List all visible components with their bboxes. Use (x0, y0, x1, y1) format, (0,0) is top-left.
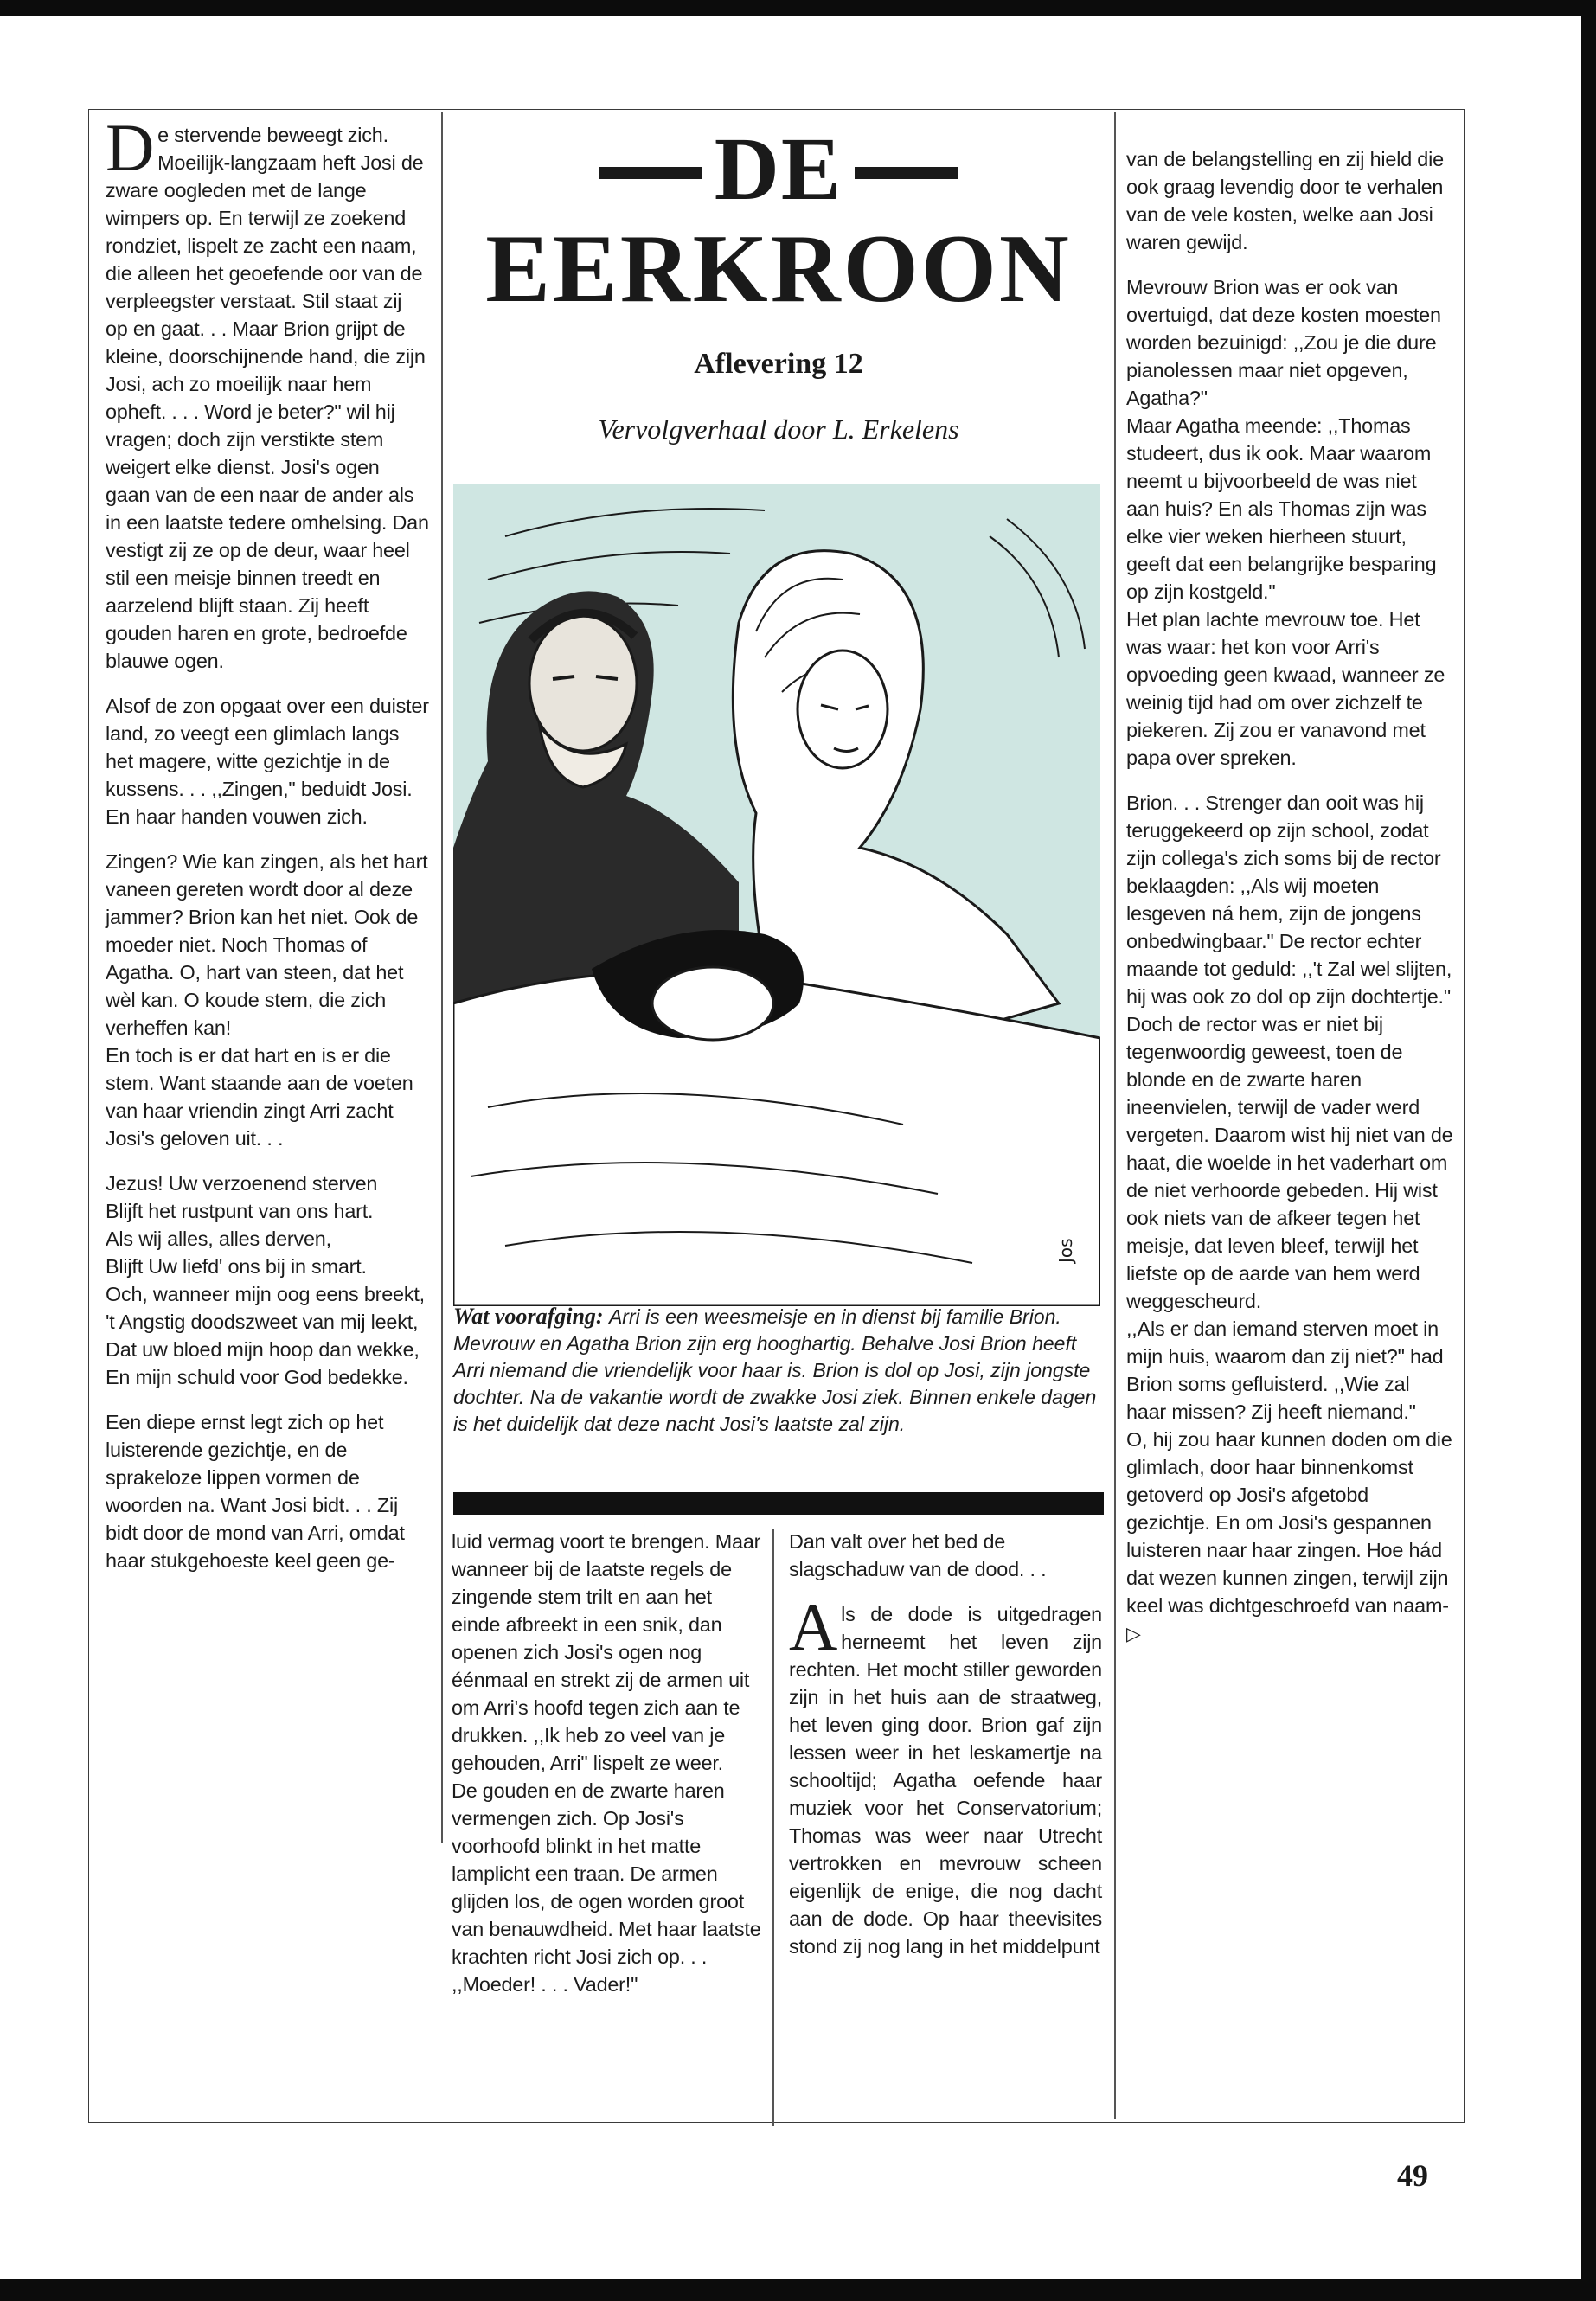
column-divider-right (1114, 112, 1116, 2119)
col1-paragraph: e stervende beweegt zich. Moeilijk-langzaam heft Josi de zware oogleden met de lange wimpers op. En terwijl ze zoekend rondziet, lispelt ze zacht een naam, die alleen het geoefende oor van de verpleegster verstaat. Stil staat zij op en gaat. . . Maar Brion grijpt de kleine, doorschijnende hand, die zijn Josi, ach zo moeilijk naar hem opheft. . . . Word je beter?" wil hij vragen; doch zijn verstikte stem weigert elke dienst. Josi's ogen gaan van de een naar de ander als in een laatste tedere omhelsing. Dan vestigt zij ze op de deur, waar heel stil een meisje binnen treedt en aarzelend blijft staan. Zij heeft gouden haren en grote, bedroefde blauwe ogen. (106, 124, 429, 672)
column-divider-center (772, 1529, 774, 2126)
illustration-signature: Jos (1055, 1238, 1076, 1263)
continued-arrow-icon: ▷ (1126, 1623, 1141, 1644)
col1-paragraph: Een diepe ernst legt zich op het luisterende gezichtje, en de sprakeloze lippen vormen de woorden na. Want Josi bidt. . . Zij bidt door de mond van Arri, omdat haar stukgehoeste keel geen ge- (106, 1411, 405, 1572)
synopsis-text: Arri is een weesmeisje en in dienst bij familie Brion. Mevrouw en Agatha Brion zijn erg hooghartig. Behalve Josi Brion heeft Arri niemand die vriendelijk voor haar is. Brion is dol op Josi, zijn jongste dochter. Na de vakantie wordt de zwakke Josi ziek. Binnen enkele dagen is het duidelijk dat deze nacht Josi's laatste zal zijn. (453, 1305, 1097, 1435)
col3-paragraph: Dan valt over het bed de slagschaduw van de dood. . . (789, 1530, 1047, 1580)
synopsis-lead: Wat voorafging: (453, 1304, 604, 1329)
col2-paragraph: luid vermag voort te brengen. Maar wanneer bij de laatste regels de zingende stem trilt en aan het einde afbreekt in een snik, dan openen zich Josi's ogen nog éénmaal en strekt zij de armen uit om Arri's hoofd tegen zich aan te drukken. ,,Ik heb zo veel van je gehouden, Arri" lispelt ze weer. (452, 1530, 761, 1774)
title-line-1: DE (714, 119, 843, 219)
col4-paragraph: Mevrouw Brion was er ook van overtuigd, dat deze kosten moesten worden bezuinigd: ,,Zou je die dure pianolessen maar niet opgeven, Agatha?" (1126, 276, 1441, 409)
right-black-edge (1581, 0, 1596, 2301)
title-dash-left (599, 167, 702, 179)
hymn-line: En mijn schuld voor God bedekke. (106, 1366, 408, 1388)
hymn-line: Blijft Uw liefd' ons bij in smart. (106, 1255, 367, 1278)
dropcap-a: A (789, 1589, 838, 1664)
text-column-1 (106, 110, 429, 1592)
hymn-line: 't Angstig doodszweet van mij leekt, (106, 1311, 419, 1333)
hymn-line: Als wij alles, alles derven, (106, 1227, 331, 1250)
bottom-black-rule (0, 2279, 1596, 2301)
illustration (453, 484, 1100, 1306)
col4-paragraph: Het plan lachte mevrouw toe. Het was waar: het kon voor Arri's opvoeding geen kwaad, wanneer ze weinig tijd had om over zichzelf te piekeren. Zij zou er vanavond met papa over spreken. (1126, 608, 1445, 769)
separator-bar (453, 1492, 1104, 1515)
title-line-2: EERKROON (485, 215, 1072, 323)
text-column-4 (1126, 145, 1453, 1648)
hymn-line: Jezus! Uw verzoenend sterven (106, 1172, 378, 1195)
text-column-2 (452, 1528, 763, 2016)
col3-paragraph: ls de dode is uitgedragen herneemt het leven zijn rechten. Het mocht stiller geworden zijn in het huis aan de straatweg, het leven ging door. Brion gaf zijn lessen weer in het leskamertje na schooltijd; Agatha oefende haar muziek voor het Conservatorium; Thomas was weer naar Utrecht vertrokken en mevrouw scheen eigenlijk de enige, die nog dacht aan de dode. Op haar theevisites stond zij nog lang in het middelpunt (789, 1603, 1102, 1958)
col4-paragraph: Maar Agatha meende: ,,Thomas studeert, dus ik ook. Maar waarom neemt u bijvoorbeeld de was niet aan huis? En als Thomas zijn was elke vier weken hierheen stuurt, geeft dat een belangrijke besparing op zijn kostgeld." (1126, 414, 1437, 603)
col4-paragraph: Brion. . . Strenger dan ooit was hij teruggekeerd op zijn school, zodat zijn collega's zich soms bij de rector beklaagden: ,,Als wij moeten lesgeven ná hem, zijn de jongens onbedwingbaar." De rector echter maande tot geduld: ,,'t Zal wel slijten, hij was ook zo dol op zijn dochtertje." (1126, 792, 1452, 1008)
synopsis-box (453, 1303, 1106, 1438)
hymn-line: Dat uw bloed mijn hoop dan wekke, (106, 1338, 420, 1361)
byline: Vervolgverhaal door L. Erkelens (598, 413, 959, 445)
page-number: 49 (1397, 2158, 1428, 2193)
col4-paragraph: O, hij zou haar kunnen doden om die glimlach, door haar binnenkomst getoverd op Josi's afgetobd gezichtje. En om Josi's gespannen luisteren naar haar zingen. Hoe hád dat wezen kunnen zingen, terwijl zijn keel was dichtgeschroefd van naam- (1126, 1428, 1452, 1617)
hymn-line: Blijft het rustpunt van ons hart. (106, 1200, 374, 1222)
title-dash-right (855, 167, 958, 179)
top-black-rule (0, 0, 1596, 16)
col4-paragraph: ,,Als er dan iemand sterven moet in mijn huis, waarom dan zij niet?" had Brion soms gefluisterd. ,,Wie zal haar missen? Zij heeft niemand." (1126, 1317, 1444, 1423)
episode-label: Aflevering 12 (694, 348, 863, 380)
story-title (450, 119, 1107, 323)
col1-paragraph: En toch is er dat hart en is er die stem. Want staande aan de voeten van haar vriendin zingt Arri zacht Josi's geloven uit. . . (106, 1044, 413, 1150)
col2-paragraph: De gouden en de zwarte haren vermengen zich. Op Josi's voorhoofd blinkt in het matte lamplicht een traan. De armen glijden los, de ogen worden groot van benauwdheid. Met haar laatste krachten richt Josi zich op. . . ,,Moeder! . . . Vader!" (452, 1779, 761, 1996)
dropcap-d: D (106, 110, 155, 185)
hymn-verse (106, 1170, 429, 1391)
col1-paragraph: Alsof de zon opgaat over een duister land, zo veegt een glimlach langs het magere, witte gezichtje in de kussens. . . ,,Zingen," beduidt Josi. En haar handen vouwen zich. (106, 695, 429, 828)
hymn-line: Och, wanneer mijn oog eens breekt, (106, 1283, 425, 1305)
col4-paragraph: van de belangstelling en zij hield die ook graag levendig door te verhalen van de vele kosten, welke aan Josi waren gewijd. (1126, 148, 1444, 253)
column-divider-left (441, 112, 443, 1843)
col4-paragraph: Doch de rector was er niet bij tegenwoordig geweest, toen de blonde en de zwarte haren ineenvielen, terwijl de vader werd vergeten. Daarom wist hij niet van de haat, die woelde in het vaderhart om de niet verhoorde gebeden. Hij wist ook niets van de afkeer tegen het meisje, dat leven bleef, terwijl het liefste op de aarde van hem werd weggescheurd. (1126, 1013, 1453, 1312)
col1-paragraph: Zingen? Wie kan zingen, als het hart vaneen gereten wordt door al deze jammer? Brion kan het niet. Ook de moeder niet. Noch Thomas of Agatha. O, hart van steen, dat het wèl kan. O koude stem, die zich verheffen kan! (106, 850, 428, 1039)
text-column-3 (789, 1528, 1102, 1977)
